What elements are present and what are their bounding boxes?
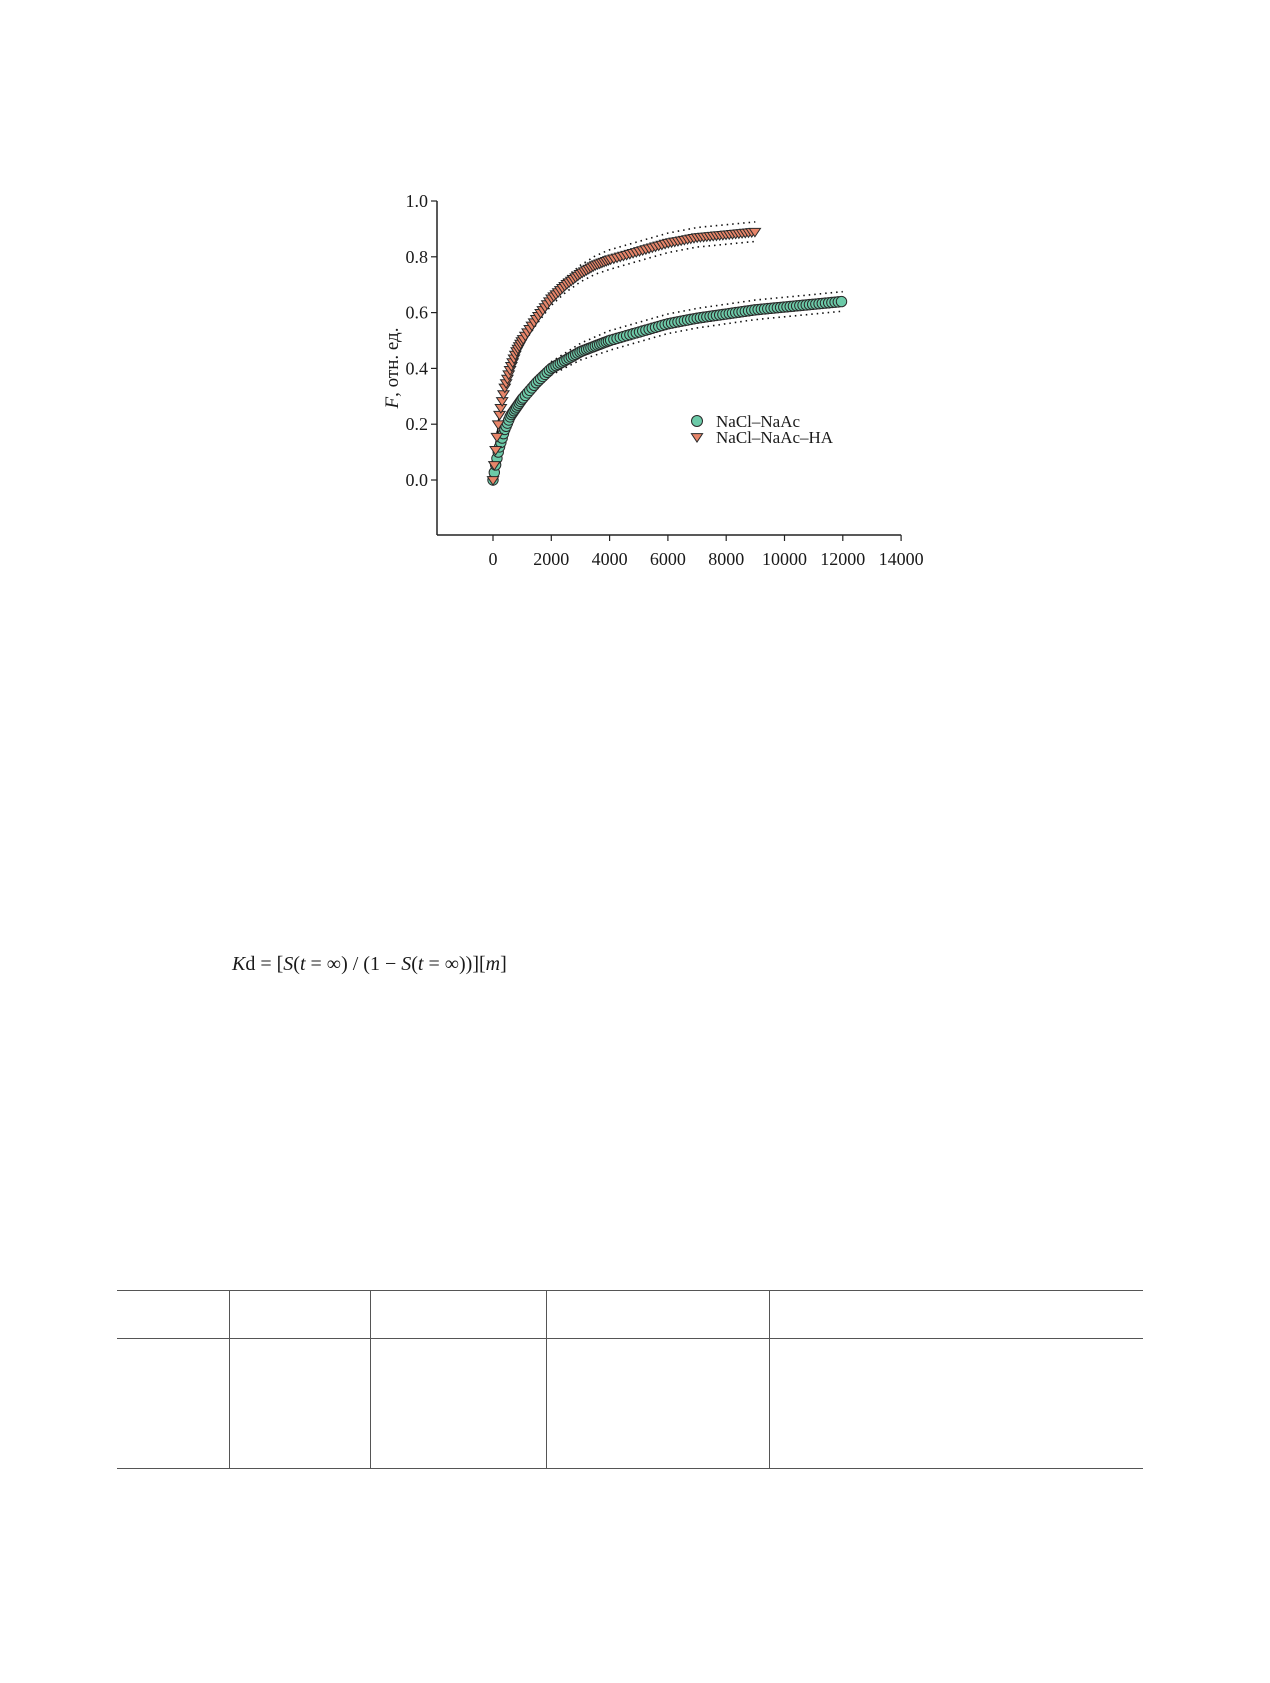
x-tick-label: 0 [488,549,498,569]
absorption-kinetics-chart [0,0,1270,620]
lower-band-curve [493,242,755,484]
legend-circle-marker [692,416,703,427]
x-tick-label: 14000 [878,549,924,569]
legend-label: NaCl–NaAc–HA [716,428,834,447]
table-row [117,1339,1143,1469]
legend-label: NaCl–NaAc [716,412,801,431]
table-cell [546,1339,769,1469]
table-header-row [117,1291,1143,1339]
y-tick-label: 0.4 [405,358,428,379]
y-tick-label: 1.0 [405,191,428,211]
legend-triangle-marker [691,434,702,442]
y-tick-label: 0.2 [405,414,428,435]
x-tick-label: 8000 [708,549,745,569]
table-cell [117,1339,229,1469]
table-header-cell [229,1291,370,1339]
table-header-cell [370,1291,546,1339]
data-point [836,296,846,306]
lower-band-curve [493,311,843,483]
table-cell [769,1339,1143,1469]
kd-formula: Kd = [S(t = ∞) / (1 − S(t = ∞))][m] [232,953,507,975]
x-tick-label: 4000 [591,549,628,569]
chart-legend [691,412,833,447]
results-table [117,1290,1143,1469]
table-cell [370,1339,546,1469]
table-cell [229,1339,370,1469]
y-tick-label: 0.6 [405,302,428,323]
table-header-cell [117,1291,229,1339]
table-header-cell [769,1291,1143,1339]
x-tick-label: 6000 [649,549,686,569]
y-axis-label: F, отн. ед. [382,327,403,409]
y-tick-label: 0.0 [405,470,428,490]
x-tick-label: 2000 [533,549,570,569]
y-tick-label: 0.8 [405,246,428,267]
x-tick-label: 10000 [762,549,807,569]
table-header-cell [546,1291,769,1339]
x-tick-label: 12000 [820,549,866,569]
